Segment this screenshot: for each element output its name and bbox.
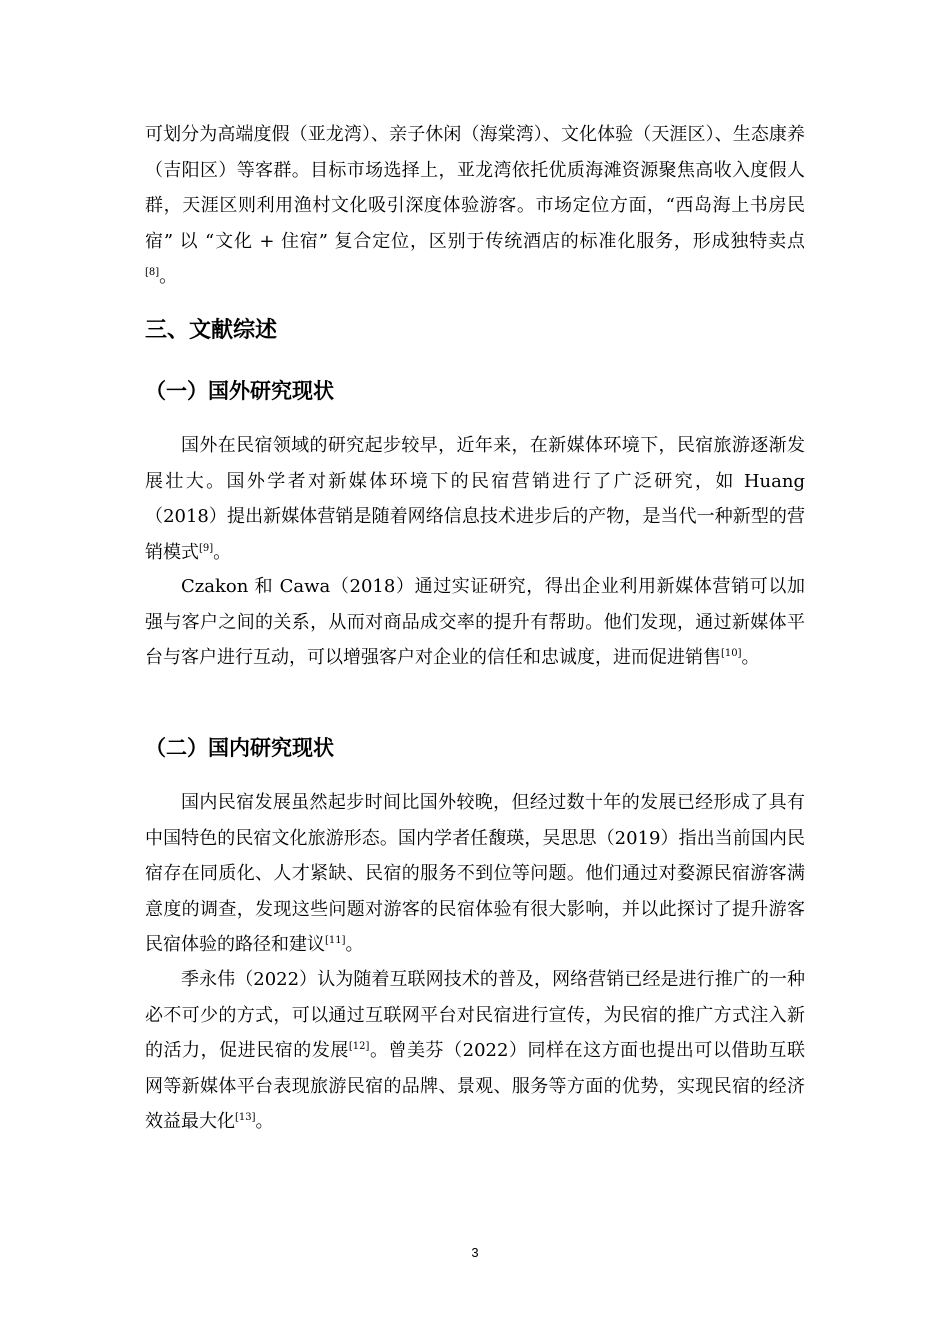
citation: [8] xyxy=(145,267,160,278)
paragraph-market-positioning xyxy=(145,117,805,295)
paragraph-text: 国内民宿发展虽然起步时间比国外较晚，但经过数十年的发展已经形成了具有中国特色的民宿文化旅游形态。国内学者任馥瑛，吴思思（2019）指出当前国内民宿存在同质化、人才紧缺、民宿的服务不到位等问题。他们通过对婺源民宿游客满意度的调查，发现这些问题对游客的民宿体验有很大影响，并以此探讨了提升游客民宿体验的路径和建议 xyxy=(145,792,805,955)
paragraph-end: 。 xyxy=(159,266,178,287)
citation: [12] xyxy=(348,1041,370,1052)
paragraph-text: 国外在民宿领域的研究起步较早，近年来，在新媒体环境下，民宿旅游逐渐发展壮大。国外学者对新媒体环境下的民宿营销进行了广泛研究，如 Huang（2018）提出新媒体营销是随着网络信息技术进步后的产物，是当代一种新型的营销模式 xyxy=(145,435,805,563)
paragraph-end: 。 xyxy=(255,1111,274,1132)
citation: [11] xyxy=(325,935,346,946)
subsection-heading-domestic: （二）国内研究现状 xyxy=(145,736,334,760)
citation: [10] xyxy=(721,648,742,659)
paragraph-end: 。 xyxy=(345,934,364,955)
paragraph-foreign-2 xyxy=(145,569,805,676)
page-number: 3 xyxy=(471,1245,479,1260)
citation: [9] xyxy=(199,542,214,554)
citation: [13] xyxy=(235,1112,256,1123)
paragraph-foreign-1 xyxy=(145,428,805,570)
paragraph-text: 可划分为高端度假（亚龙湾）、亲子休闲（海棠湾）、文化体验（天涯区）、生态康养（吉阳区）等客群。目标市场选择上，亚龙湾依托优质海滩资源聚焦高收入度假人群，天涯区则利用渔村文化吸引深度体验游客。市场定位方面，“西岛海上书房民宿” 以 “文化 + 住宿” 复合定位，区别于传统酒店的标准化服务，形成独特卖点 xyxy=(145,124,805,252)
paragraph-domestic-1 xyxy=(145,785,805,963)
paragraph-end: 。 xyxy=(213,541,232,563)
subsection-heading-foreign: （一）国外研究现状 xyxy=(145,379,334,403)
section-heading: 三、文献综述 xyxy=(145,318,278,343)
paragraph-text: 。曾美芬（2022）同样在这方面也提出可以借助互联网等新媒体平台表现旅游民宿的品牌、景观、服务等方面的优势，实现民宿的经济效益最大化 xyxy=(145,1040,805,1132)
paragraph-text: 季永伟（2022）认为随着互联网技术的普及，网络营销已经是进行推广的一种必不可少的方式，可以通过互联网平台对民宿进行宣传，为民宿的推广方式注入新的活力，促进民宿的发展 xyxy=(145,969,805,1061)
paragraph-domestic-2 xyxy=(145,962,805,1140)
paragraph-end: 。 xyxy=(741,647,760,668)
paragraph-text: Czakon 和 Cawa（2018）通过实证研究，得出企业利用新媒体营销可以加强与客户之间的关系，从而对商品成交率的提升有帮助。他们发现，通过新媒体平台与客户进行互动，可以增强客户对企业的信任和忠诚度，进而促进销售 xyxy=(145,576,805,668)
